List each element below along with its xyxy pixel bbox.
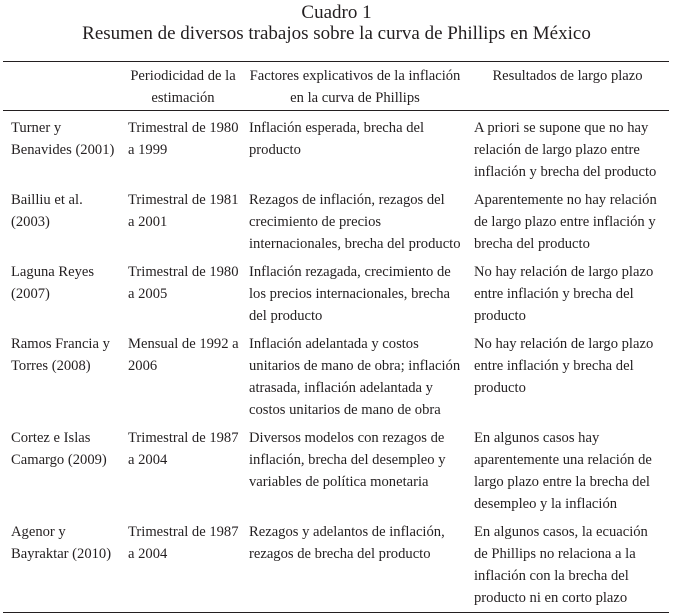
cell-factors: Inflación esperada, brecha del producto [249, 120, 425, 158]
cell-factors: Rezagos de inflación, rezagos del crecimiento de precios internacionales, brecha del producto [249, 192, 461, 252]
table-caption-title: Resumen de diversos trabajos sobre la curva de Phillips en México [82, 23, 591, 44]
cell-factors: Inflación rezagada, crecimiento de los precios internacionales, brecha del producto [249, 264, 451, 324]
cell-periodicity: Trimestral de 1980 a 1999 [128, 120, 239, 158]
table-row [3, 183, 669, 255]
cell-factors: Rezagos y adelantos de inflación, rezagos de brecha del producto [244, 515, 466, 613]
cell-factors: Diversos modelos con rezagos de inflación, brecha del desempleo y variables de política monetaria [249, 430, 446, 490]
cell-study: Ramos Francia y Torres (2008) [11, 336, 110, 374]
table-row [3, 421, 669, 515]
cell-periodicity: Trimestral de 1980 a 2005 [128, 264, 239, 302]
cell-results: En algunos casos, la ecuación de Phillips no relaciona a la inflación con la brecha del producto ni en corto plazo [466, 515, 669, 613]
header-factors: Factores explicativos de la inflación en la curva de Phillips [244, 62, 466, 111]
cell-study: Agenor y Bayraktar (2010) [3, 515, 122, 613]
cell-results: En algunos casos hay aparentemente una relación de largo plazo entre la brecha del desempleo y la inflación [474, 430, 652, 512]
header-results: Resultados de largo plazo [466, 62, 669, 111]
cell-study: Laguna Reyes (2007) [11, 264, 95, 302]
header-periodicity: Periodicidad de la estimación [122, 62, 244, 111]
cell-results: No hay relación de largo plazo entre inflación y brecha del producto [474, 264, 654, 324]
cell-periodicity: Trimestral de 1987 a 2004 [128, 430, 239, 468]
table-row [3, 255, 669, 327]
cell-factors: Inflación adelantada y costos unitarios de mano de obra; inflación atrasada, inflación adelantada y costos unitarios de mano de obra [249, 336, 461, 418]
table-row [3, 515, 669, 613]
cell-periodicity: Trimestral de 1981 a 2001 [128, 192, 239, 230]
table-header-row [3, 62, 669, 111]
table-row [3, 327, 669, 421]
cell-study: Cortez e Islas Camargo (2009) [11, 430, 107, 468]
header-study [3, 62, 122, 111]
cell-results: Aparentemente no hay relación de largo plazo entre inflación y brecha del producto [474, 192, 657, 252]
cell-periodicity: Trimestral de 1987 a 2004 [122, 515, 244, 613]
table-row [3, 111, 669, 184]
cell-periodicity: Mensual de 1992 a 2006 [128, 336, 239, 374]
cell-study: Turner y Benavides (2001) [11, 120, 115, 158]
cell-results: A priori se supone que no hay relación de largo plazo entre inflación y brecha del producto [474, 120, 657, 180]
cell-study: Bailliu et al. (2003) [11, 192, 83, 230]
table-caption-label: Cuadro 1 [301, 2, 372, 23]
cell-results: No hay relación de largo plazo entre inflación y brecha del producto [474, 336, 654, 396]
phillips-curve-studies-table [3, 61, 669, 613]
